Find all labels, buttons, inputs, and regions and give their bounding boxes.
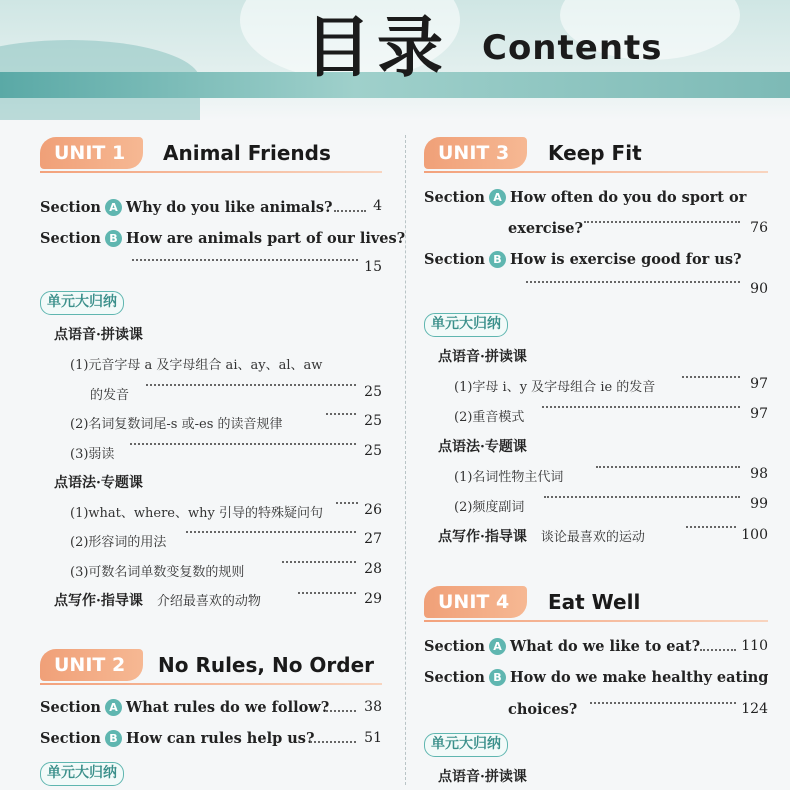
section-label: Section	[424, 251, 485, 268]
section-letter-badge: A	[489, 189, 506, 206]
leader-dots	[298, 590, 356, 594]
toc-item[interactable]: (2)重音模式	[454, 410, 525, 425]
toc-item[interactable]: (2)形容词的用法	[70, 535, 167, 550]
unit-underline	[40, 683, 382, 685]
leader-dots	[544, 494, 740, 498]
leader-dots	[336, 500, 358, 504]
unit-2-section-a[interactable]	[40, 698, 329, 718]
toc-item[interactable]: (1)字母 i、y 及字母组合 ie 的发音	[454, 380, 656, 395]
section-label: Section	[40, 199, 101, 216]
category-desc: 介绍最喜欢的动物	[156, 594, 261, 609]
unit-1-section-a[interactable]	[40, 198, 333, 218]
unit-3-section-a[interactable]	[424, 188, 746, 208]
unit-underline	[424, 620, 768, 622]
unit-3-title: Keep Fit	[548, 141, 642, 165]
page-number: 27	[364, 531, 382, 547]
leader-dots	[700, 647, 736, 651]
section-label: Section	[40, 230, 101, 247]
category-desc: 谈论最喜欢的运动	[540, 530, 645, 545]
leader-dots	[326, 708, 356, 712]
leader-dots	[686, 524, 736, 528]
section-title: How do we make healthy eating	[509, 669, 769, 686]
unit-2-badge: UNIT 2	[40, 649, 143, 681]
unit-1-header	[40, 133, 382, 173]
section-letter-badge: B	[489, 251, 506, 268]
header-banner	[0, 0, 790, 120]
category-writing[interactable]	[438, 526, 645, 546]
unit-4-title: Eat Well	[548, 590, 641, 614]
page-number: 25	[364, 413, 382, 429]
page-number: 110	[741, 638, 768, 654]
leader-dots	[132, 257, 358, 261]
toc-item[interactable]: (3)可数名词单数变复数的规则	[70, 565, 245, 580]
page-number: 90	[750, 281, 768, 297]
unit-underline	[424, 171, 768, 173]
section-label: Section	[40, 699, 101, 716]
section-title: What do we like to eat?	[509, 638, 701, 655]
unit-4-header	[424, 582, 768, 622]
section-letter-badge: A	[105, 199, 122, 216]
page-number: 29	[364, 591, 382, 607]
section-title: How often do you do sport or	[509, 189, 747, 206]
unit-2-section-b[interactable]	[40, 729, 314, 749]
category-writing[interactable]	[54, 590, 261, 610]
section-label: Section	[424, 638, 485, 655]
toc-item[interactable]: (1)名词性物主代词	[454, 470, 564, 485]
section-label: Section	[424, 189, 485, 206]
page-number: 38	[364, 699, 382, 715]
page-title-cn: 目录	[305, 8, 449, 86]
toc-item-cont[interactable]: 的发音	[90, 388, 130, 403]
section-title: How can rules help us?	[125, 730, 315, 747]
leader-dots	[526, 279, 740, 283]
leader-dots	[310, 739, 356, 743]
section-title-cont[interactable]: exercise?	[508, 220, 583, 237]
leader-dots	[130, 441, 356, 445]
page-number: 98	[750, 466, 768, 482]
unit-summary-tag: 单元大归纳	[424, 313, 508, 337]
leader-dots	[326, 411, 356, 415]
unit-4-section-a[interactable]	[424, 637, 700, 657]
category-phonics: 点语音·拼读课	[438, 769, 527, 785]
toc-item[interactable]: (1)what、where、why 引导的特殊疑问句	[70, 506, 323, 521]
section-letter-badge: B	[105, 730, 122, 747]
category-label: 点写作·指导课	[54, 593, 143, 609]
unit-2-title: No Rules, No Order	[158, 653, 375, 677]
section-label: Section	[40, 730, 101, 747]
section-letter-badge: B	[489, 669, 506, 686]
leader-dots	[146, 382, 356, 386]
section-label: Section	[424, 669, 485, 686]
page-number: 15	[364, 259, 382, 275]
toc-item[interactable]: (1)元音字母 a 及字母组合 ai、ay、al、aw	[70, 358, 323, 373]
toc-item[interactable]: (3)弱读	[70, 447, 115, 462]
unit-underline	[40, 171, 382, 173]
leader-dots	[590, 700, 736, 704]
page-number: 25	[364, 384, 382, 400]
unit-3-section-b[interactable]	[424, 250, 742, 270]
section-title: Why do you like animals?	[125, 199, 333, 216]
page-title-en: Contents	[482, 28, 663, 68]
unit-1-section-b[interactable]	[40, 229, 405, 249]
page-number: 28	[364, 561, 382, 577]
leader-dots	[682, 374, 740, 378]
section-title-cont[interactable]: choices?	[508, 701, 578, 718]
unit-1-title: Animal Friends	[163, 141, 331, 165]
page-number: 97	[750, 376, 768, 392]
leader-dots	[596, 464, 740, 468]
unit-summary-tag: 单元大归纳	[40, 291, 124, 315]
page-number: 4	[373, 198, 382, 214]
unit-3-header	[424, 133, 768, 173]
section-letter-badge: B	[105, 230, 122, 247]
unit-4-section-b[interactable]	[424, 668, 768, 688]
page-number: 99	[750, 496, 768, 512]
page-number: 100	[741, 527, 768, 543]
section-title: How is exercise good for us?	[509, 251, 742, 268]
page-number: 76	[750, 220, 768, 236]
category-phonics: 点语音·拼读课	[438, 349, 527, 365]
category-label: 点写作·指导课	[438, 529, 527, 545]
page-number: 26	[364, 502, 382, 518]
toc-item[interactable]: (2)名词复数词尾-s 或-es 的读音规律	[70, 417, 283, 432]
section-title: What rules do we follow?	[125, 699, 330, 716]
toc-item[interactable]: (2)频度副词	[454, 500, 525, 515]
category-grammar: 点语法·专题课	[438, 439, 527, 455]
section-letter-badge: A	[105, 699, 122, 716]
category-phonics: 点语音·拼读课	[54, 327, 143, 343]
page-number: 51	[364, 730, 382, 746]
unit-3-badge: UNIT 3	[424, 137, 527, 169]
leader-dots	[584, 219, 740, 223]
unit-summary-tag: 单元大归纳	[40, 762, 124, 786]
category-grammar: 点语法·专题课	[54, 475, 143, 491]
leader-dots	[186, 529, 356, 533]
page-number: 124	[741, 701, 768, 717]
leader-dots	[282, 559, 356, 563]
leader-dots	[542, 404, 740, 408]
unit-1-badge: UNIT 1	[40, 137, 143, 169]
section-letter-badge: A	[489, 638, 506, 655]
section-title: How are animals part of our lives?	[125, 230, 406, 247]
unit-summary-tag: 单元大归纳	[424, 733, 508, 757]
unit-2-header	[40, 645, 382, 685]
unit-4-badge: UNIT 4	[424, 586, 527, 618]
page-number: 25	[364, 443, 382, 459]
page-number: 97	[750, 406, 768, 422]
